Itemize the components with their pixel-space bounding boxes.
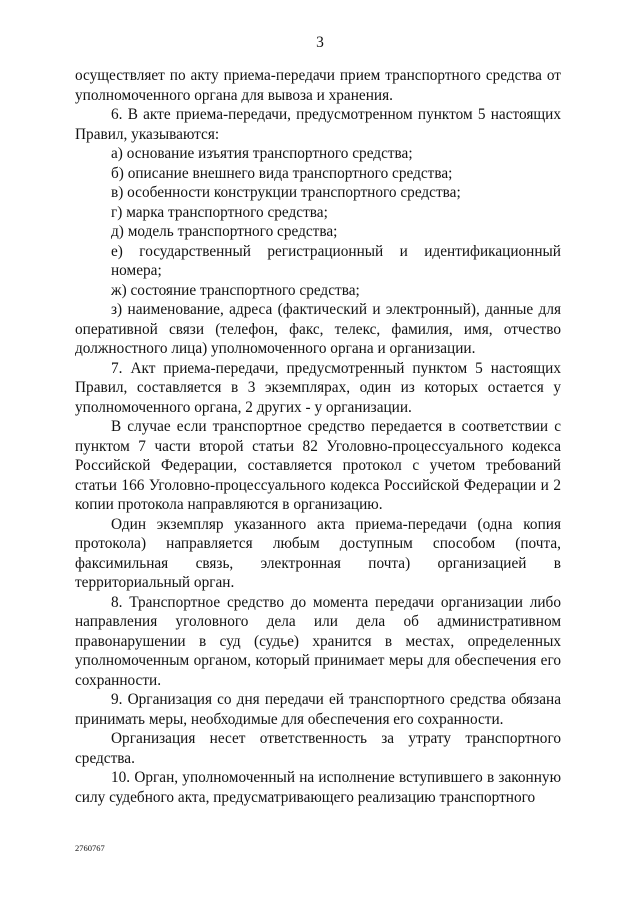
paragraph: 7. Акт приема-передачи, предусмотренный пунктом 5 настоящих Правил, составляется в 3 экземплярах, один из которых остается у уполномоченного органа, 2 других - у организации. (75, 359, 561, 416)
list-item: ж) состояние транспортного средства; (111, 281, 360, 299)
document-id: 2760767 (75, 843, 105, 853)
paragraph: 10. Орган, уполномоченный на исполнение вступившего в законную силу судебного акта, предусматривающего реализацию транспортного (75, 769, 561, 806)
document-body (75, 66, 561, 807)
paragraph: 9. Организация со дня передачи ей транспортного средства обязана принимать меры, необходимые для обеспечения его сохранности. (75, 691, 561, 728)
paragraph: Организация несет ответственность за утрату транспортного средства. (75, 730, 561, 767)
paragraph: 8. Транспортное средство до момента передачи организации либо направления уголовного дела или дела об административном правонарушении в суд (судье) хранится в местах, определенных уполномоченным органом, который принимает меры для обеспечения его сохранности. (75, 593, 561, 689)
list-item: д) модель транспортного средства; (111, 223, 338, 240)
list-item: е) государственный регистрационный и идентификационный номера; (111, 242, 561, 279)
paragraph: Один экземпляр указанного акта приема-передачи (одна копия протокола) направляется любым доступным способом (почта, факсимильная связь, электронная почта) организацией в территориальный орган. (75, 515, 561, 591)
list-item: г) марка транспортного средства; (111, 203, 328, 221)
list-item: б) описание внешнего вида транспортного средства; (111, 164, 453, 182)
list-item: а) основание изъятия транспортного средства; (111, 145, 413, 162)
page-number: 3 (316, 34, 324, 51)
paragraph: осуществляет по акту приема-передачи прием транспортного средства от уполномоченного органа для вывоза и хранения. (75, 67, 561, 104)
paragraph: В случае если транспортное средство передается в соответствии с пунктом 7 части второй статьи 82 Уголовно-процессуального кодекса Российской Федерации, составляется протокол с учетом требований статьи 166 Уголовно-процессуального кодекса Российской Федерации и 2 копии протокола направляются в организацию. (75, 418, 561, 513)
paragraph: з) наименование, адреса (фактический и электронный), данные для оперативной связи (телефон, факс, телекс, фамилия, имя, отчество должностного лица) уполномоченного органа и организации. (75, 301, 561, 357)
list-item: в) особенности конструкции транспортного средства; (111, 184, 461, 201)
paragraph: 6. В акте приема-передачи, предусмотренном пунктом 5 настоящих Правил, указываются: (75, 106, 561, 143)
